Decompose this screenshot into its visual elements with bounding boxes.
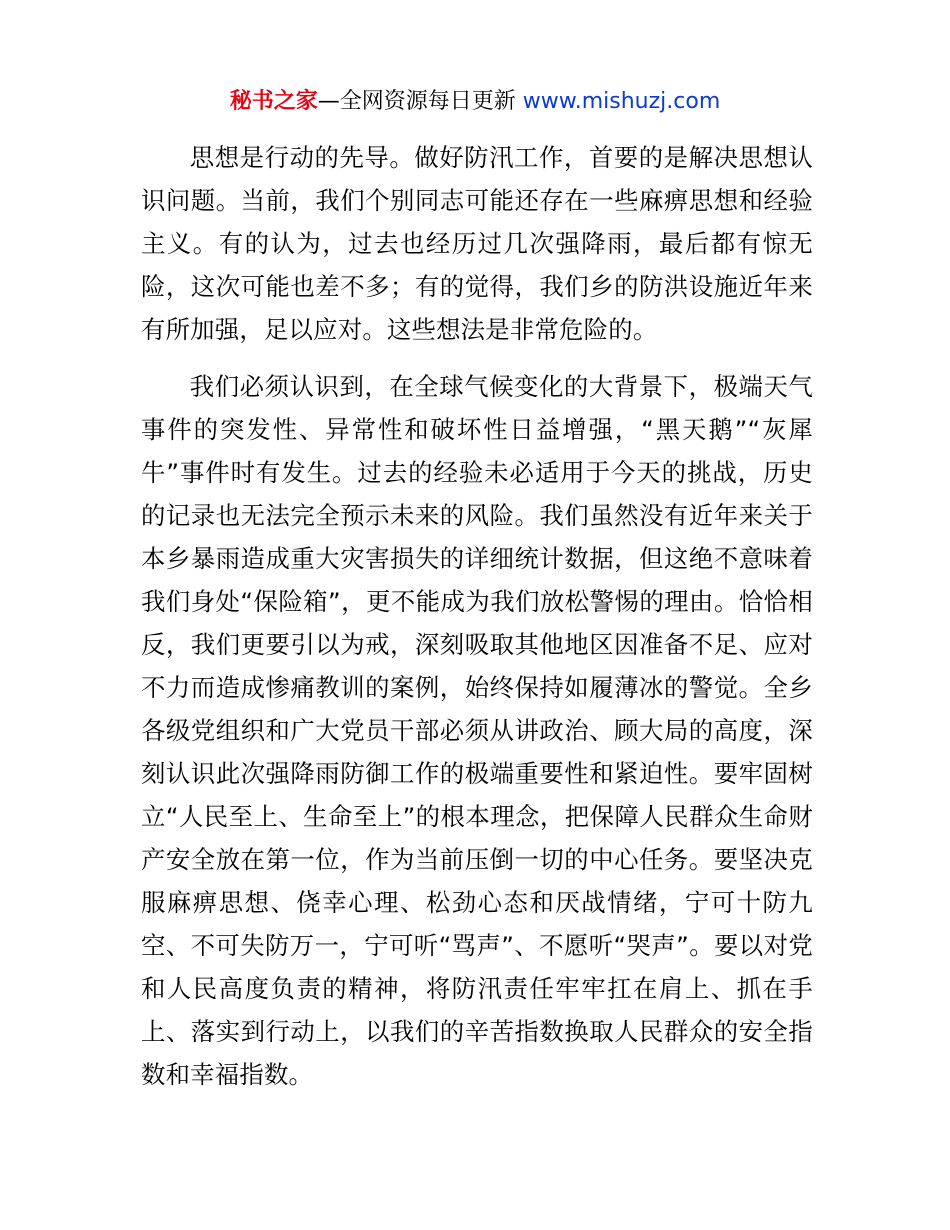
document-body (141, 136, 813, 1110)
header-tagline: —全网资源每日更新 (317, 89, 523, 114)
paragraph: 我们必须认识到，在全球气候变化的大背景下，极端天气事件的突发性、异常性和破坏性日益增强，“黑天鹅”“灰犀牛”事件时有发生。过去的经验未必适用于今天的挑战，历史的记录也无法完全预示未来的风险。我们虽然没有近年来关于本乡暴雨造成重大灾害损失的详细统计数据，但这绝不意味着我们身处“保险箱”，更不能成为我们放松警惕的理由。恰恰相反，我们更要引以为戒，深刻吸取其他地区因准备不足、应对不力而造成惨痛教训的案例，始终保持如履薄冰的警觉。全乡各级党组织和广大党员干部必须从讲政治、顾大局的高度，深刻认识此次强降雨防御工作的极端重要性和紧迫性。要牢固树立“人民至上、生命至上”的根本理念，把保障人民群众生命财产安全放在第一位，作为当前压倒一切的中心任务。要坚决克服麻痹思想、侥幸心理、松劲心态和厌战情绪，宁可十防九空、不可失防万一，宁可听“骂声”、不愿听“哭声”。要以对党和人民高度负责的精神，将防汛责任牢牢扛在肩上、抓在手上、落实到行动上，以我们的辛苦指数换取人民群众的安全指数和幸福指数。 (141, 372, 813, 1089)
header-url-link[interactable]: www.mishuzj.com (522, 89, 721, 114)
site-header (0, 86, 950, 118)
paragraph: 思想是行动的先导。做好防汛工作，首要的是解决思想认识问题。当前，我们个别同志可能还存在一些麻痹思想和经验主义。有的认为，过去也经历过几次强降雨，最后都有惊无险，这次可能也差不多；有的觉得，我们乡的防洪设施近年来有所加强，足以应对。这些想法是非常危险的。 (141, 143, 813, 344)
brand-name: 秘书之家 (229, 89, 318, 114)
